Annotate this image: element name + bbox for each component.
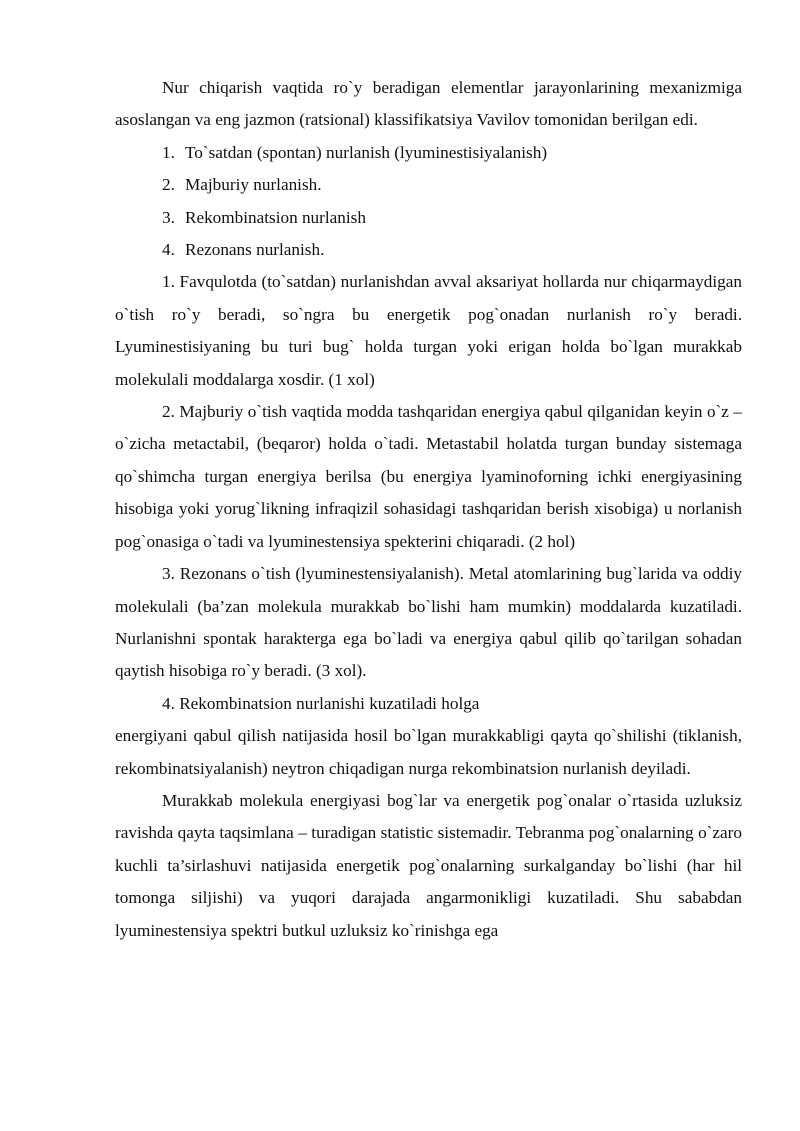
intro-paragraph: Nur chiqarish vaqtida ro`y beradigan elementlar jarayonlarining mexanizmiga asoslangan va eng jazmon (ratsional) klassifikatsiya Vavilov tomonidan berilgan edi.	[115, 78, 742, 130]
document-body	[115, 72, 742, 947]
list-item-text: Rezonans nurlanish.	[185, 240, 325, 260]
list-item-number: 3.	[162, 207, 175, 227]
list-item-number: 4.	[162, 240, 175, 260]
list-item-text: Majburiy nurlanish.	[185, 175, 322, 195]
list-item	[115, 137, 742, 169]
list-item	[115, 234, 742, 266]
list-item	[115, 202, 742, 234]
paragraph-molecule: Murakkab molekula energiyasi bog`lar va energetik pog`onalar o`rtasida uzluksiz ravishda qayta taqsimlana – turadigan statistic sistemadir. Tebranma pog`onalarning o`zaro kuchli ta’sirlashuvi natijasida energetik pog`onalarning surkalganday bo`lishi (har hil tomonga siljishi) va yuqori darajada angarmonikligi kuzatiladi. Shu sababdan lyuminestensiya spektri butkul uzluksiz ko`rinishga ega	[115, 790, 742, 940]
paragraph-recombination-heading: 4. Rekombinatsion nurlanishi kuzatiladi holga	[162, 693, 480, 713]
list-item-number: 1.	[162, 142, 175, 162]
paragraph-spontaneous: 1. Favqulotda (to`satdan) nurlanishdan avval aksariyat hollarda nur chiqarmaydigan o`tish ro`y beradi, so`ngra bu energetik pog`onadan nurlanish ro`y beradi. Lyuminestisiyaning bu turi bug` holda turgan yoki erigan holda bo`lgan murakkab molekulali moddalarga xosdir. (1 xol)	[115, 272, 742, 389]
list-item	[115, 169, 742, 201]
paragraph-forced: 2. Majburiy o`tish vaqtida modda tashqaridan energiya qabul qilganidan keyin o`z –o`zicha metactabil, (beqaror) holda o`tadi. Metastabil holatda turgan bunday sistemaga qo`shimcha turgan energiya berilsa (bu energiya lyaminoforning ichki energiyasining hisobiga yoki yorug`likning infraqizil sohasidagi tashqaridan berish xisobiga) u norlanish pog`onasiga o`tadi va lyuminestensiya spekterini chiqaradi. (2 hol)	[115, 402, 742, 551]
paragraph-resonance: 3. Rezonans o`tish (lyuminestensiyalanish). Metal atomlarining bug`larida va oddiy molekulali (ba’zan molekula murakkab bo`lishi ham mumkin) moddalarda kuzatiladi. Nurlanishni spontak harakterga ega bo`ladi va energiya qabul qilib qo`tarilgan sohadan qaytish hisobiga ro`y beradi. (3 xol).	[115, 564, 742, 681]
list-item-text: To`satdan (spontan) nurlanish (lyuminestisiyalanish)	[185, 142, 548, 162]
paragraph-recombination-body: energiyani qabul qilish natijasida hosil bo`lgan murakkabligi qayta qo`shilishi (tiklanish, rekombinatsiyalanish) neytron chiqadigan nurga rekombinatsion nurlanish deyiladi.	[115, 726, 742, 778]
list-item-number: 2.	[162, 175, 175, 195]
list-item-text: Rekombinatsion nurlanish	[185, 207, 366, 227]
